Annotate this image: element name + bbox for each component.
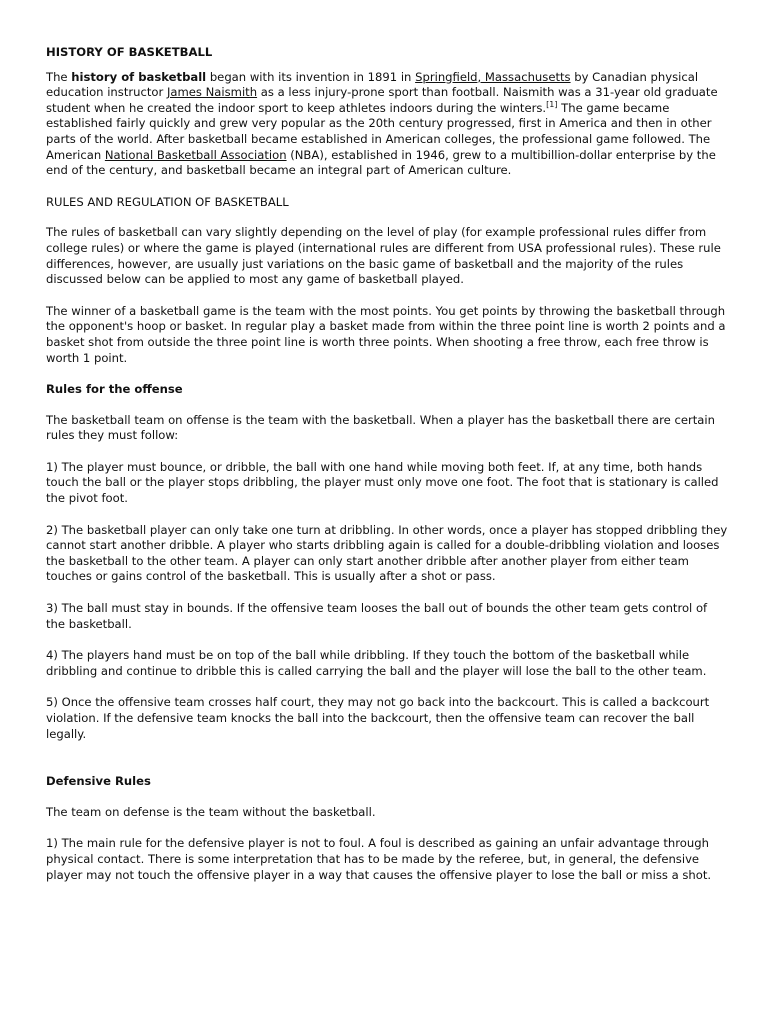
- rules-paragraph-1: The rules of basketball can vary slightly depending on the level of play (for example professional rules differ from college rules) or where the game is played (international rules are different from USA professional rules). These rule differences, however, are usually just variations on the basic game of basketball and the majority of the rules discussed below can be applied to most any game of basketball played.: [46, 225, 721, 287]
- intro-text-2: began with its invention in 1891 in: [206, 69, 416, 84]
- offense-rule-2: 2) The basketball player can only take one turn at dribbling. In other words, once a player has stopped dribbling they cannot start another dribble. A player who starts dribbling again is called for a double-dribbling violation and looses the basketball to the other team. A player can only start another dribble after another player from either team touches or gains control of the basketball. This is usually after a shot or pass.: [46, 522, 728, 584]
- intro-text-6: (NBA), established in 1946, grew to a multibillion-dollar enterprise by the end of the century, and basketball became an integral part of American culture.: [46, 147, 716, 178]
- rules-paragraph-2: The winner of a basketball game is the team with the most points. You get points by throwing the basketball through the opponent's hoop or basket. In regular play a basket made from within the three point line is worth 2 points and a basket shot from outside the three point line is worth three points. When shooting a free throw, each free throw is worth 1 point.: [46, 303, 726, 365]
- footnote-ref[interactable]: [1]: [546, 99, 558, 109]
- intro-text-5: The game became established fairly quickly and grew very popular as the 20th century progressed, first in America and then in other parts of the world. After basketball became established in American colleges, the professional game followed. The American: [46, 100, 712, 162]
- doc-title: HISTORY OF BASKETBALL: [46, 45, 213, 59]
- offense-rule-3: 3) The ball must stay in bounds. If the offensive team looses the ball out of bounds the other team gets control of the basketball.: [46, 601, 708, 631]
- defense-rule-1: 1) The main rule for the defensive player is not to foul. A foul is described as gaining an unfair advantage through physical contact. There is some interpretation that has to be made by the referee, but, in general, the defensive player may not touch the offensive player in a way that causes the offensive player to lose the ball or miss a shot.: [46, 836, 712, 882]
- intro-text-1: The: [46, 69, 72, 84]
- intro-text-4: as a less injury-prone sport than football. Naismith was a 31-year old graduate student when he created the indoor sport to keep athletes indoors during the winters.: [46, 85, 718, 115]
- intro-paragraph: [46, 70, 728, 179]
- link-springfield[interactable]: Springfield, Massachusetts: [415, 69, 571, 84]
- offense-heading: Rules for the offense: [46, 382, 183, 397]
- offense-rule-1: 1) The player must bounce, or dribble, the ball with one hand while moving both feet. If, at any time, both hands touch the ball or the player stops dribbling, the player must only move one foot. The foot that is stationary is called the pivot foot.: [46, 459, 719, 506]
- offense-rule-5: 5) Once the offensive team crosses half court, they may not go back into the backcourt. This is called a backcourt violation. If the defensive team knocks the ball into the backcourt, then the offensive team can recover the ball legally.: [46, 695, 710, 741]
- offense-intro: The basketball team on offense is the team with the basketball. When a player has the basketball there are certain rules they must follow:: [46, 412, 715, 443]
- offense-rule-4: 4) The players hand must be on top of the ball while dribbling. If they touch the bottom of the basketball while dribbling and continue to dribble this is called carrying the ball and the player will lose the ball to the other team.: [46, 648, 707, 678]
- link-james-naismith[interactable]: James Naismith: [166, 85, 258, 100]
- defense-intro: The team on defense is the team without the basketball.: [46, 804, 376, 819]
- defense-heading: Defensive Rules: [46, 774, 151, 789]
- intro-bold-term: history of basketball: [71, 69, 207, 84]
- rules-heading: RULES AND REGULATION OF BASKETBALL: [46, 194, 289, 209]
- intro-text-3: by Canadian physical education instructor: [46, 69, 699, 100]
- link-nba[interactable]: National Basketball Association: [104, 147, 287, 162]
